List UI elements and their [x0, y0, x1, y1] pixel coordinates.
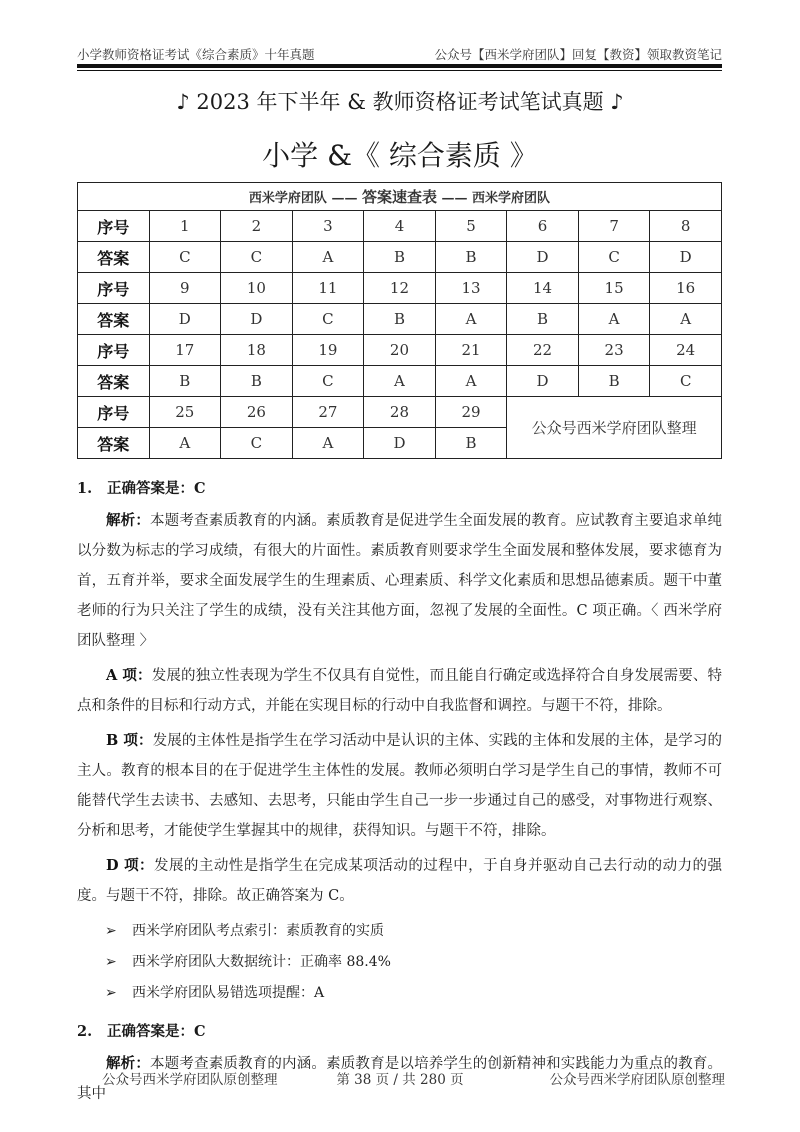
answer-cell: B [435, 428, 507, 459]
question-number-cell: 21 [435, 335, 507, 366]
answer-cell: D [507, 366, 579, 397]
caption-right: —— 西米学府团队 [441, 191, 551, 206]
correct-answer: 正确答案是：C [107, 480, 206, 497]
footer-left: 公众号西米学府团队原创整理 [102, 1072, 278, 1088]
question-number-cell: 23 [578, 335, 650, 366]
analysis-text: 本题考查素质教育的内涵。素质教育是促进学生全面发展的教育。应试教育主要追求单纯以分数为标志的学习成绩，有很大的片面性。素质教育则要求学生全面发展和整体发展，要求德育为首，五育并举，要求全面发展学生的生理素质、心理素质、科学文化素质和思想品德素质。题干中董老师的行为只关注了学生的成绩，没有关注其他方面，忽视了发展的全面性。C 项正确。〈 西米学府团队整理 〉 [77, 513, 722, 649]
option-b-label: B 项： [106, 732, 153, 749]
answer-cell: C [221, 242, 293, 273]
question-number-cell: 9 [149, 273, 221, 304]
bullet-item [77, 947, 722, 978]
answer-cell: A [149, 428, 221, 459]
answer-cell: D [221, 304, 293, 335]
analysis-label: 解析： [106, 512, 151, 529]
question-2-heading [77, 1017, 722, 1047]
question-number-cell: 19 [292, 335, 364, 366]
page-number: 第 38 页 / 共 280 页 [336, 1072, 464, 1088]
question-number-cell: 12 [364, 273, 436, 304]
bullet-text: 西米学府团队大数据统计：正确率 88.4% [132, 954, 391, 970]
table-caption [78, 183, 722, 211]
running-header-right: 公众号【西米学府团队】回复【教资】领取教资笔记 [434, 47, 722, 62]
caption-title: 答案速查表 [361, 188, 437, 206]
question-number-cell: 10 [221, 273, 293, 304]
question-number-cell: 16 [650, 273, 722, 304]
answer-row [78, 304, 722, 335]
row-label: 序号 [78, 273, 150, 304]
arrow-bullet-icon: ➢ [105, 954, 117, 970]
answer-table [77, 182, 722, 459]
question-number: 2. [77, 1023, 93, 1040]
question-number-cell: 18 [221, 335, 293, 366]
table-body [78, 211, 722, 459]
question-number-cell: 14 [507, 273, 579, 304]
question-number-cell: 1 [149, 211, 221, 242]
caption-left: 西米学府团队 —— [248, 191, 358, 206]
question-number-cell: 17 [149, 335, 221, 366]
bullet-text: 西米学府团队易错选项提醒：A [132, 985, 325, 1001]
option-d-label: D 项： [106, 857, 155, 874]
q1-option-a [77, 661, 722, 721]
number-row [78, 273, 722, 304]
answer-cell: B [435, 242, 507, 273]
option-a-text: 发展的独立性表现为学生不仅具有自觉性，而且能自行确定或选择符合自身发展需要、特点和条件的目标和行动方式，并能在实现目标的行动中自我监督和调控。与题干不符，排除。 [77, 668, 722, 714]
question-number-cell: 20 [364, 335, 436, 366]
question-number-cell: 3 [292, 211, 364, 242]
question-number-cell: 5 [435, 211, 507, 242]
question-number-cell: 26 [221, 397, 293, 428]
question-number-cell: 2 [221, 211, 293, 242]
page-subtitle: 小学 &《 综合素质 》 [262, 139, 538, 172]
answer-cell: B [364, 304, 436, 335]
option-a-label: A 项： [106, 667, 152, 684]
answer-cell: B [364, 242, 436, 273]
question-number-cell: 28 [364, 397, 436, 428]
answer-cell: D [149, 304, 221, 335]
answer-cell: D [507, 242, 579, 273]
answer-cell: A [292, 428, 364, 459]
answer-cell: B [221, 366, 293, 397]
question-number-cell: 6 [507, 211, 579, 242]
answer-cell: B [149, 366, 221, 397]
answer-cell: D [650, 242, 722, 273]
row-label: 答案 [78, 242, 150, 273]
answer-cell: C [221, 428, 293, 459]
answer-row [78, 242, 722, 273]
page-title: ♪ 2023 年下半年 & 教师资格证考试笔试真题 ♪ [176, 90, 624, 114]
answer-cell: C [650, 366, 722, 397]
arrow-bullet-icon: ➢ [105, 985, 117, 1001]
q1-option-b [77, 726, 722, 846]
option-b-text: 发展的主体性是指学生在学习活动中是认识的主体、实践的主体和发展的主体，是学习的主人。教育的根本目的在于促进学生主体性的发展。教师必须明白学习是学生自己的事情，教师不可能替代学生去读书、去感知、去思考，只能由学生自己一步一步通过自己的感受，对事物进行观察、分析和思考，才能使学生掌握其中的规律，获得知识。与题干不符，排除。 [77, 733, 723, 839]
question-number-cell: 4 [364, 211, 436, 242]
analysis-label: 解析： [106, 1055, 151, 1072]
answer-cell: A [435, 366, 507, 397]
q1-analysis [77, 506, 722, 656]
q1-option-d [77, 851, 722, 911]
spacer [77, 1009, 722, 1017]
answer-row [78, 366, 722, 397]
question-number: 1. [77, 480, 93, 497]
header-rule-thin [77, 70, 722, 71]
row-label: 答案 [78, 304, 150, 335]
correct-answer: 正确答案是：C [107, 1023, 206, 1040]
answer-cell: A [292, 242, 364, 273]
row-label: 序号 [78, 397, 150, 428]
row-label: 答案 [78, 428, 150, 459]
question-number-cell: 27 [292, 397, 364, 428]
question-1-heading [77, 474, 722, 504]
answer-cell: B [578, 366, 650, 397]
answer-cell: C [292, 366, 364, 397]
answer-cell: A [435, 304, 507, 335]
number-row [78, 335, 722, 366]
row-label: 序号 [78, 211, 150, 242]
bullet-item [77, 978, 722, 1009]
number-row [78, 397, 722, 428]
number-row [78, 211, 722, 242]
analysis-text: 本题考查素质教育的内涵。素质教育是以培养学生的创新精神和实践能力为重点的教育。其中 [77, 1056, 722, 1102]
bullet-text: 西米学府团队考点索引：素质教育的实质 [132, 923, 384, 939]
option-d-text: 发展的主动性是指学生在完成某项活动的过程中，于自身并驱动自己去行动的动力的强度。与题干不符，排除。故正确答案为 C。 [77, 858, 723, 904]
answer-cell: C [292, 304, 364, 335]
answer-cell: A [364, 366, 436, 397]
question-number-cell: 11 [292, 273, 364, 304]
bullet-item [77, 916, 722, 947]
answer-cell: C [578, 242, 650, 273]
question-number-cell: 15 [578, 273, 650, 304]
answer-cell: C [149, 242, 221, 273]
running-header-left: 小学教师资格证考试《综合素质》十年真题 [77, 47, 315, 62]
question-number-cell: 22 [507, 335, 579, 366]
question-number-cell: 7 [578, 211, 650, 242]
answer-cell: D [364, 428, 436, 459]
header-rule [77, 64, 722, 68]
question-number-cell: 29 [435, 397, 507, 428]
footer-right: 公众号西米学府团队原创整理 [549, 1072, 725, 1088]
row-label: 答案 [78, 366, 150, 397]
answer-cell: B [507, 304, 579, 335]
answer-explanations [77, 474, 722, 1114]
question-number-cell: 8 [650, 211, 722, 242]
merged-note-cell: 公众号西米学府团队整理 [507, 397, 722, 459]
arrow-bullet-icon: ➢ [105, 923, 117, 939]
answer-cell: A [578, 304, 650, 335]
answer-cell: A [650, 304, 722, 335]
row-label: 序号 [78, 335, 150, 366]
question-number-cell: 25 [149, 397, 221, 428]
question-number-cell: 24 [650, 335, 722, 366]
question-number-cell: 13 [435, 273, 507, 304]
